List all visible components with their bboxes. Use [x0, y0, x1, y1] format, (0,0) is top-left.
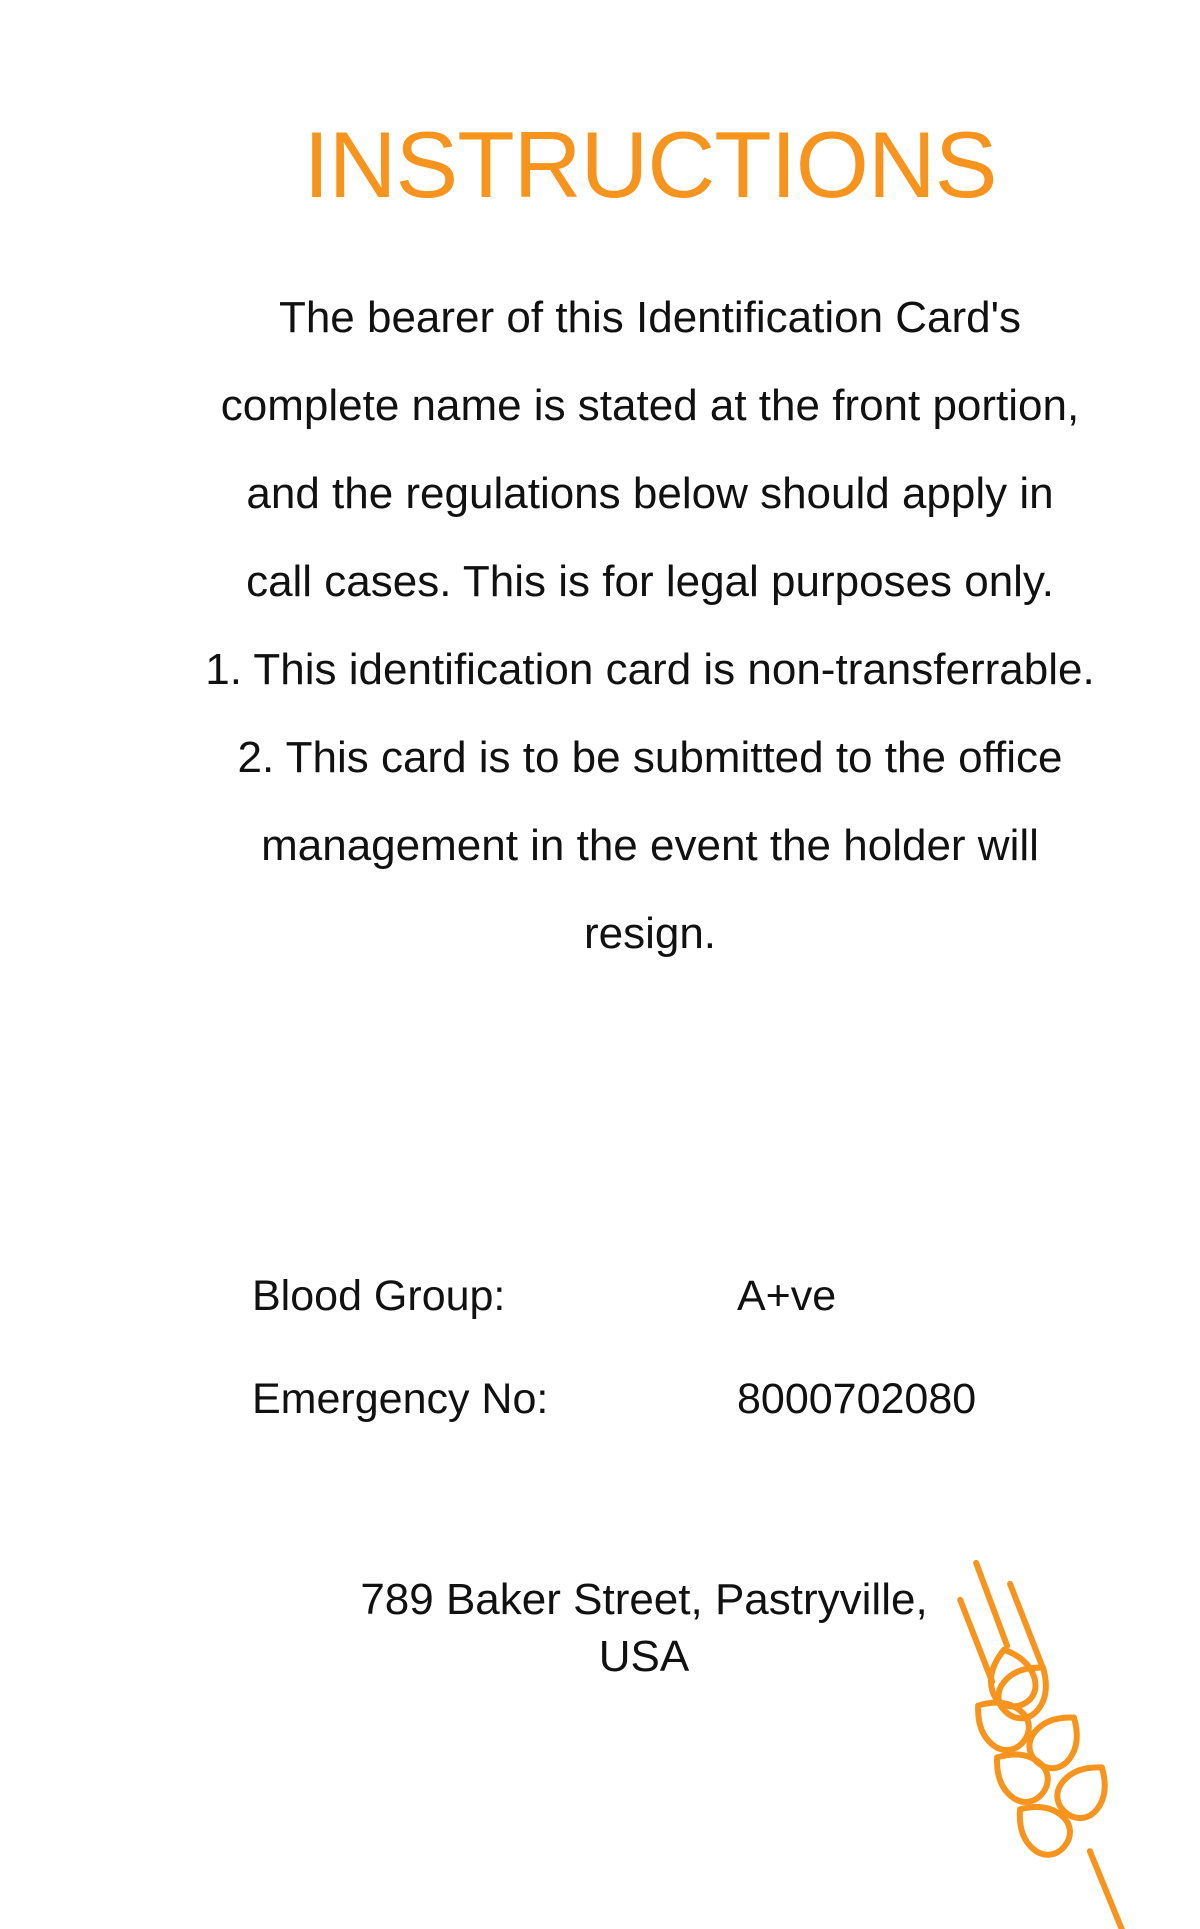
page-title: INSTRUCTIONS: [303, 112, 997, 217]
address-line-2: USA: [598, 1632, 690, 1681]
instruction-line-5: 1. This identification card is non-transferrable.: [205, 645, 1095, 694]
instruction-line-3: and the regulations below should apply in: [246, 469, 1054, 518]
instruction-line-6: 2. This card is to be submitted to the office: [237, 733, 1063, 782]
emergency-no-value: 8000702080: [737, 1375, 977, 1423]
instruction-line-2: complete name is stated at the front portion,: [220, 381, 1080, 430]
address-line-1: 789 Baker Street, Pastryville,: [360, 1575, 928, 1624]
instruction-line-8: resign.: [583, 909, 717, 958]
wheat-stalk-icon: [940, 1530, 1140, 1929]
blood-group-value: A+ve: [737, 1272, 837, 1320]
instruction-line-7: management in the event the holder will: [261, 821, 1039, 870]
instructions-paragraph: [100, 274, 1200, 978]
emergency-no-row: [0, 1374, 1200, 1424]
blood-group-row: [0, 1271, 1200, 1321]
instruction-line-1: The bearer of this Identification Card's: [278, 293, 1022, 342]
emergency-no-label: Emergency No:: [252, 1375, 549, 1423]
blood-group-label: Blood Group:: [252, 1272, 506, 1320]
instruction-line-4: call cases. This is for legal purposes only.: [246, 557, 1054, 606]
